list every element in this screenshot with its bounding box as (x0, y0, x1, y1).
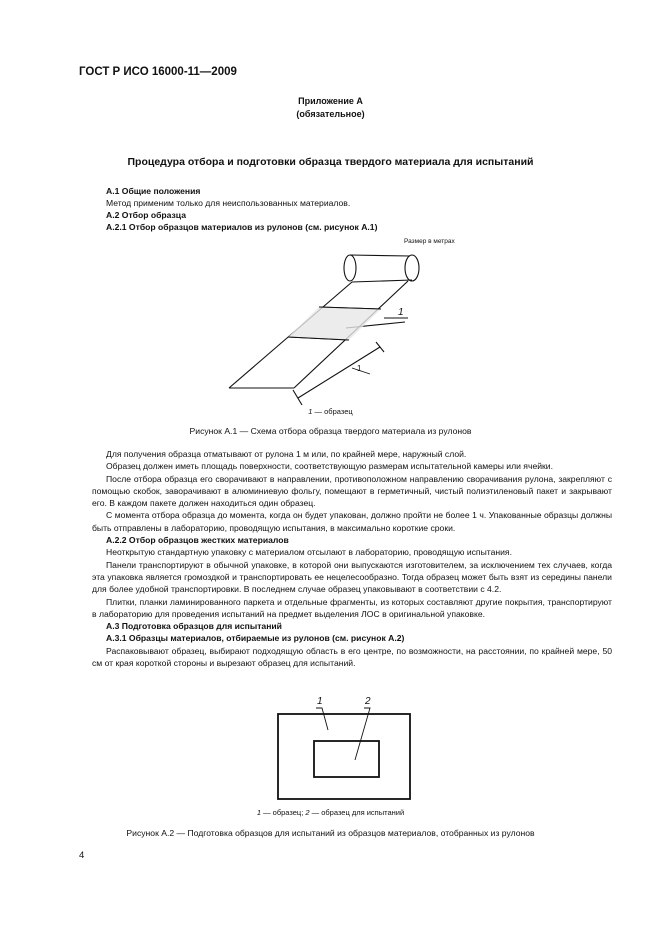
paragraph: Образец должен иметь площадь поверхности, соответствующую размерам испытательной камеры или ячейки. (106, 461, 553, 472)
figure2-leader-2 (355, 708, 370, 760)
paragraph: Распаковывают образец, выбирают подходящую область в его центре, по возможности, на расстоянии, по крайней мере, 50 см от края короткой стороны и вырезают образец для испытаний. (92, 645, 612, 669)
paragraph: После отбора образца его сворачивают в направлении, противоположном направлению сворачивания рулона, закрепляют с помощью скобок, заворачивают в алюминиевую фольгу, помещают в герметичный, чистый полиэтиленовый пакет и закрывают его. В каждом пакете должен находиться один образец. (92, 473, 612, 509)
figure2-legend-2-num: 2 (305, 808, 310, 817)
figure2-legend-1-text: — образец; (260, 808, 306, 817)
section-a22-title: А.2.2 Отбор образцов жестких материалов (106, 535, 289, 546)
figure2-label-1: 1 (317, 696, 323, 707)
paragraph: Плитки, планки ламинированного паркета и отдельные фрагменты, из которых составляют другие покрытия, транспортируют в лабораторию для проведения испытаний на предмет выделения ЛОС в оригинальной упаковке. (92, 596, 612, 619)
figure2-label-2: 2 (365, 696, 371, 707)
annex-title: Приложение А (298, 96, 363, 106)
figure2-legend (0, 808, 661, 817)
figure2-legend-2-text: — образец для испытаний (309, 808, 405, 817)
figure1-legend-text: — образец (312, 407, 353, 416)
section-a31-title: А.3.1 Образцы материалов, отбираемые из рулонов (см. рисунок А.2) (106, 633, 405, 644)
figure2-leader-1 (316, 708, 328, 730)
figure1-scale-note: Размер в метрах (404, 238, 455, 245)
figure2-caption: Рисунок А.2 — Подготовка образцов для испытаний из образцов материалов, отобранных из рулонов (126, 828, 535, 838)
section-a21-title: А.2.1 Отбор образцов материалов из рулонов (см. рисунок А.1) (106, 222, 378, 232)
section-a1-title: А.1 Общие положения (106, 186, 201, 196)
document-header: ГОСТ Р ИСО 16000-11—2009 (79, 66, 237, 78)
section-a2-title: А.2 Отбор образца (106, 210, 186, 220)
figure1-caption: Рисунок А.1 — Схема отбора образца твердого материала из рулонов (189, 426, 472, 436)
annex-heading: Процедура отбора и подготовки образца твердого материала для испытаний (127, 156, 534, 168)
figure1-dimension-label: 1 (357, 364, 362, 373)
outer-sample-rect (278, 714, 410, 799)
section-a1-text: Метод применим только для неиспользованных материалов. (106, 198, 351, 208)
annex-subtitle: (обязательное) (296, 109, 365, 119)
paragraph: Неоткрытую стандартную упаковку с материалом отсылают в лабораторию, проводящую испытания. (106, 547, 512, 558)
figure1-label-1: 1 (398, 307, 404, 318)
page-number: 4 (79, 850, 85, 861)
figure1-legend-num: 1 (308, 407, 313, 416)
inner-test-rect (314, 741, 379, 777)
figure2-legend-1-num: 1 (256, 808, 261, 817)
paragraph: С момента отбора образца до момента, когда он будет упакован, должно пройти не более 1 ч. Упакованные образцы должны быть отправлены в лабораторию, проводящую испытания, в максимально короткие сроки. (92, 510, 612, 533)
paragraph: Панели транспортируют в обычной упаковке, в которой они выпускаются изготовителем, за исключением тех случаев, когда эта упаковка является громоздкой и транспортировать ее нецелесообразно. Тогда образец может быть взят из середины панели для более удобной транспортировки. В последнем случае образец упаковывают в соответствии с 4.2. (92, 559, 612, 595)
section-a3-title: А.3 Подготовка образцов для испытаний (106, 621, 282, 632)
paragraph: Для получения образца отматывают от рулона 1 м или, по крайней мере, наружный слой. (106, 449, 467, 459)
